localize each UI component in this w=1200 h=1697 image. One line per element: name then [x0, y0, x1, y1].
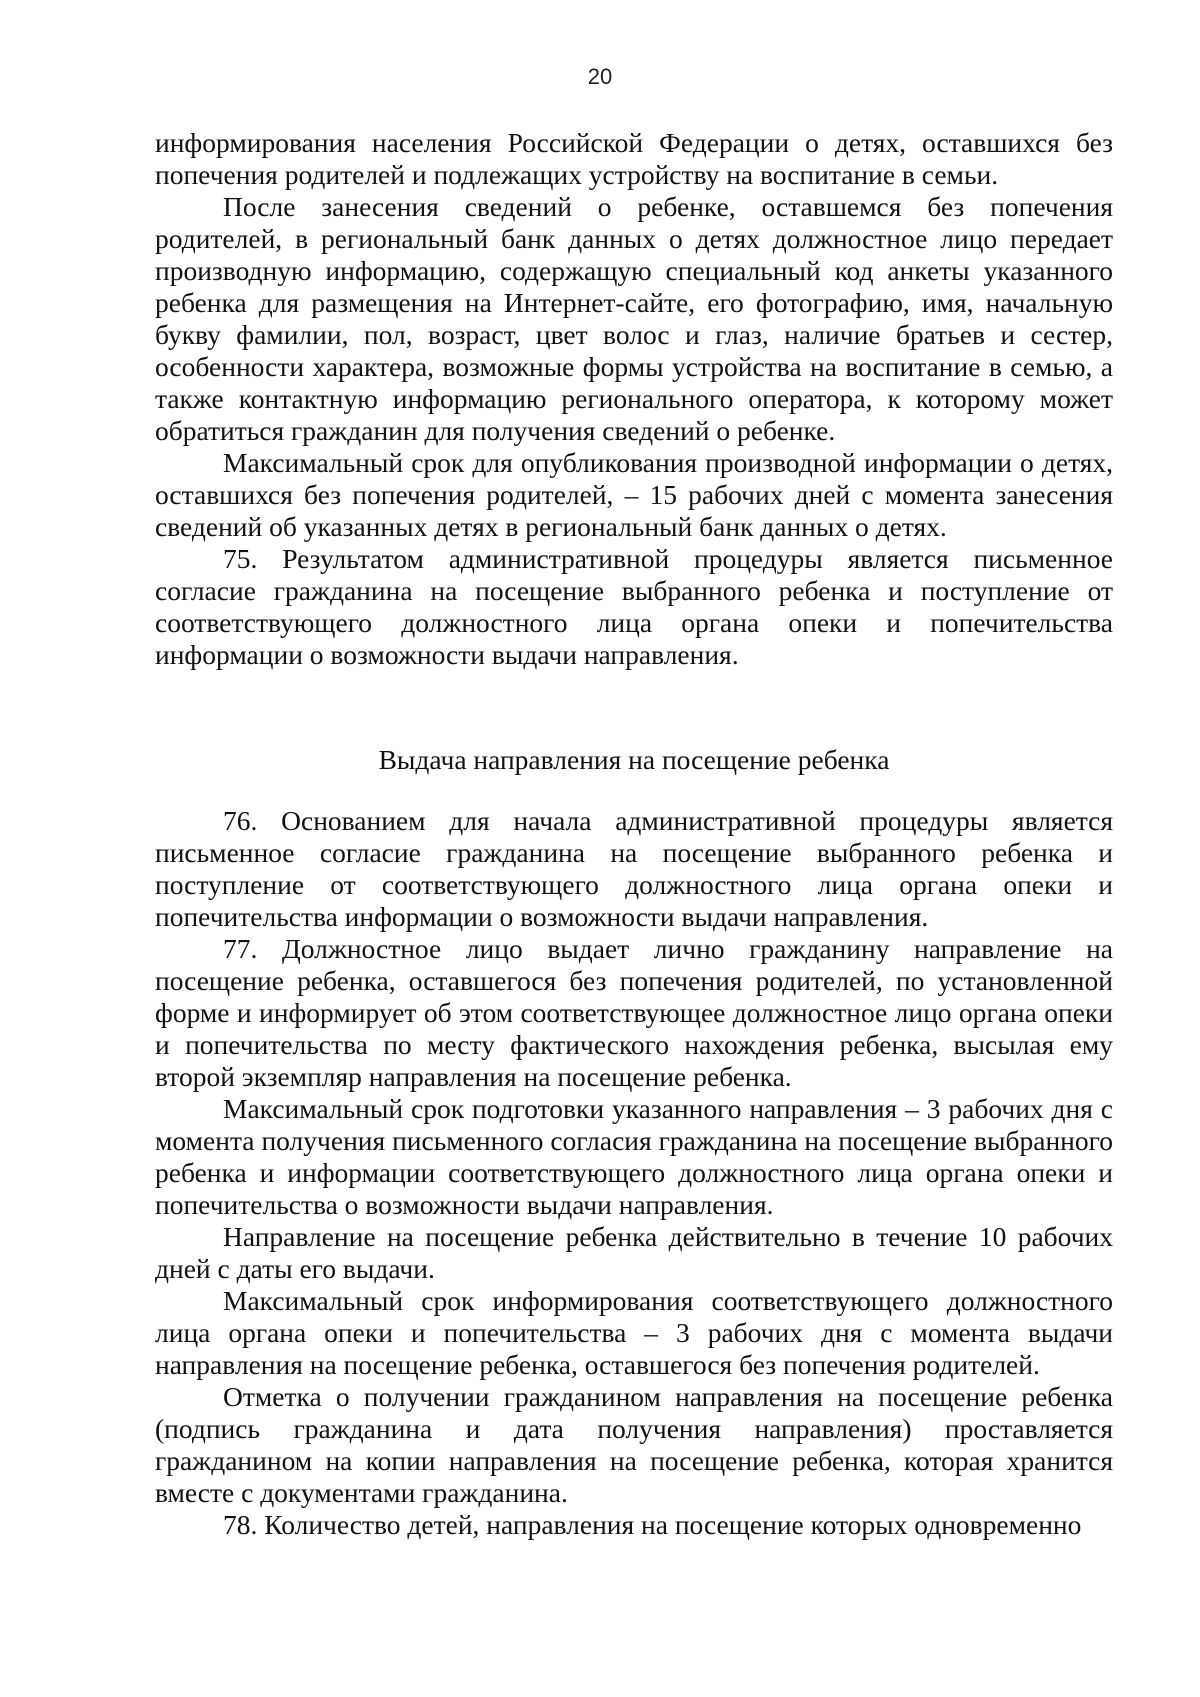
- page-number: 20: [587, 64, 613, 89]
- paragraph-75: 75. Результатом административной процедуры является письменное согласие гражданина на посещение выбранного ребенка и поступление от соответствующего должностного лица органа опеки и попечительства информации о возможности выдачи направления.: [155, 543, 1113, 670]
- paragraph-informing-deadline: Максимальный срок информирования соответствующего должностного лица органа опеки и попечительства – 3 рабочих дня с момента выдачи направления на посещение ребенка, оставшегося без попечения родителей.: [155, 1285, 1113, 1380]
- paragraph-continuation: информирования населения Российской Федерации о детях, оставшихся без попечения родителей и подлежащих устройству на воспитание в семьи.: [155, 127, 1113, 190]
- section-heading: Выдача направления на посещение ребенка: [378, 744, 890, 775]
- paragraph-preparation-deadline: Максимальный срок подготовки указанного направления – 3 рабочих дня с момента получения письменного согласия гражданина на посещение выбранного ребенка и информации соответствующего должностного лица органа опеки и попечительства о возможности выдачи направления.: [155, 1093, 1113, 1220]
- paragraph-derived-info: После занесения сведений о ребенке, оставшемся без попечения родителей, в региональный банк данных о детях должностное лицо передает производную информацию, содержащую специальный код анкеты указанного ребенка для размещения на Интернет-сайте, его фотографию, имя, начальную букву фамилии, пол, возраст, цвет волос и глаз, наличие братьев и сестер, особенности характера, возможные формы устройства на воспитание в семью, а также контактную информацию регионального оператора, к которому может обратиться гражданин для получения сведений о ребенке.: [155, 191, 1113, 446]
- paragraph-receipt-mark: Отметка о получении гражданином направления на посещение ребенка (подпись гражданина и дата получения направления) проставляется гражданином на копии направления на посещение ребенка, которая хранится вместе с документами гражданина.: [155, 1381, 1113, 1508]
- paragraph-77: 77. Должностное лицо выдает лично гражданину направление на посещение ребенка, оставшегося без попечения родителей, по установленной форме и информирует об этом соответствующее должностное лицо органа опеки и попечительства по месту фактического нахождения ребенка, высылая ему второй экземпляр направления на посещение ребенка.: [155, 933, 1113, 1092]
- top-text-block: [155, 127, 1113, 671]
- paragraph-validity: Направление на посещение ребенка действительно в течение 10 рабочих дней с даты его выдачи.: [155, 1221, 1113, 1284]
- bottom-text-block: [155, 805, 1113, 1541]
- paragraph-publication-deadline: Максимальный срок для опубликования производной информации о детях, оставшихся без попечения родителей, – 15 рабочих дней с момента занесения сведений об указанных детях в региональный банк данных о детях.: [155, 447, 1113, 542]
- paragraph-76: 76. Основанием для начала административной процедуры является письменное согласие гражданина на посещение выбранного ребенка и поступление от соответствующего должностного лица органа опеки и попечительства информации о возможности выдачи направления.: [155, 805, 1113, 932]
- paragraph-78: 78. Количество детей, направления на посещение которых одновременно: [223, 1509, 1082, 1540]
